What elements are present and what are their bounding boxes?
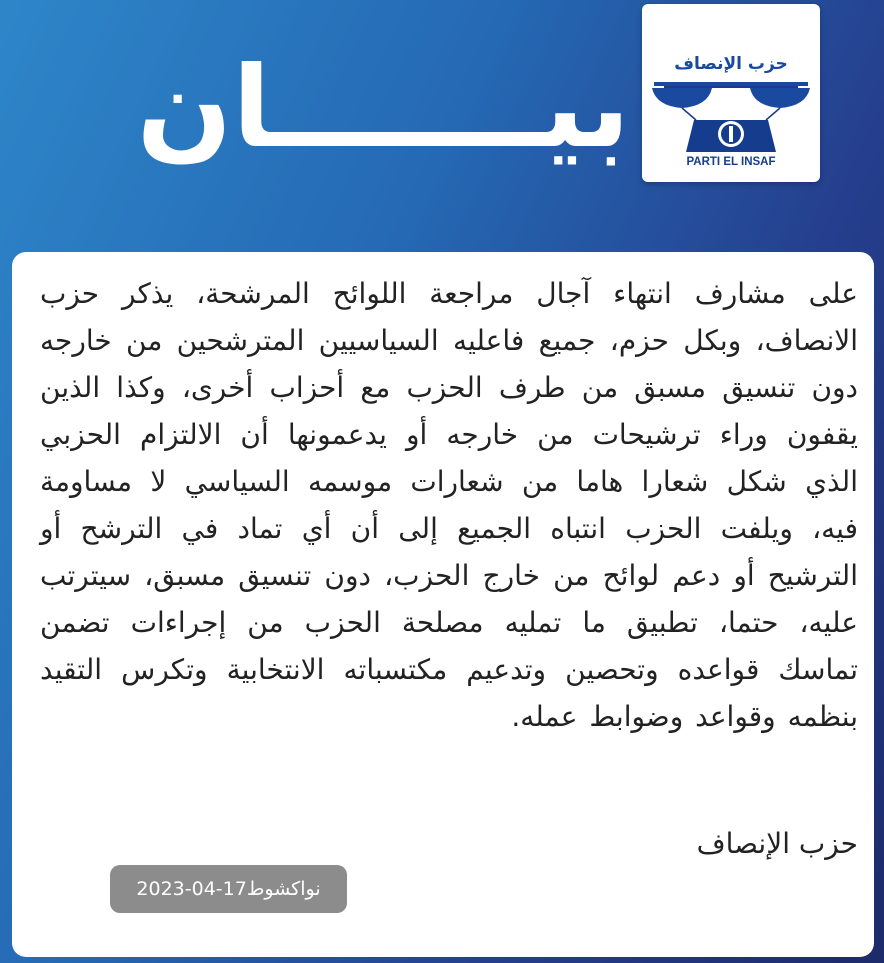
party-logo: [642, 4, 820, 182]
statement-card: [12, 252, 874, 957]
logo-latin-name: PARTI EL INSAF: [686, 156, 776, 168]
balance-scale-icon: [650, 80, 812, 160]
statement-body: على مشارف انتهاء آجال مراجعة اللوائح المرشحة، يذكر حزب الانصاف، وبكل حزم، جميع فاعليه السياسيين المترشحين من خارجه دون تنسيق مسبق من طرف الحزب مع أحزاب أخرى، وكذا الذين يقفون وراء ترشيحات من خارجه أو يدعمونها أن الالتزام الحزبي الذي شكل شعارا هاما من شعارات موسمه السياسي لا مساومة فيه، ويلفت الحزب انتباه الجميع إلى أن أي تماد في الترشح أو الترشيح أو دعم لوائح من خارج الحزب، دون تنسيق مسبق، سيترتب عليه، حتما، تطبيق ما تمليه مصلحة الحزب من إجراءات تضمن تماسك قواعده وتحصين وتدعيم مكتسباته الانتخابية وتكرس التقيد بنظمه وقواعد وضوابط عمله.: [40, 277, 858, 733]
date-badge: نواكشوط17-04-2023: [110, 865, 347, 913]
statement-signature: حزب الإنصاف: [696, 827, 858, 860]
logo-arabic-name: حزب الإنصاف: [674, 54, 788, 74]
statement-title: بيـــــــان: [136, 43, 630, 173]
